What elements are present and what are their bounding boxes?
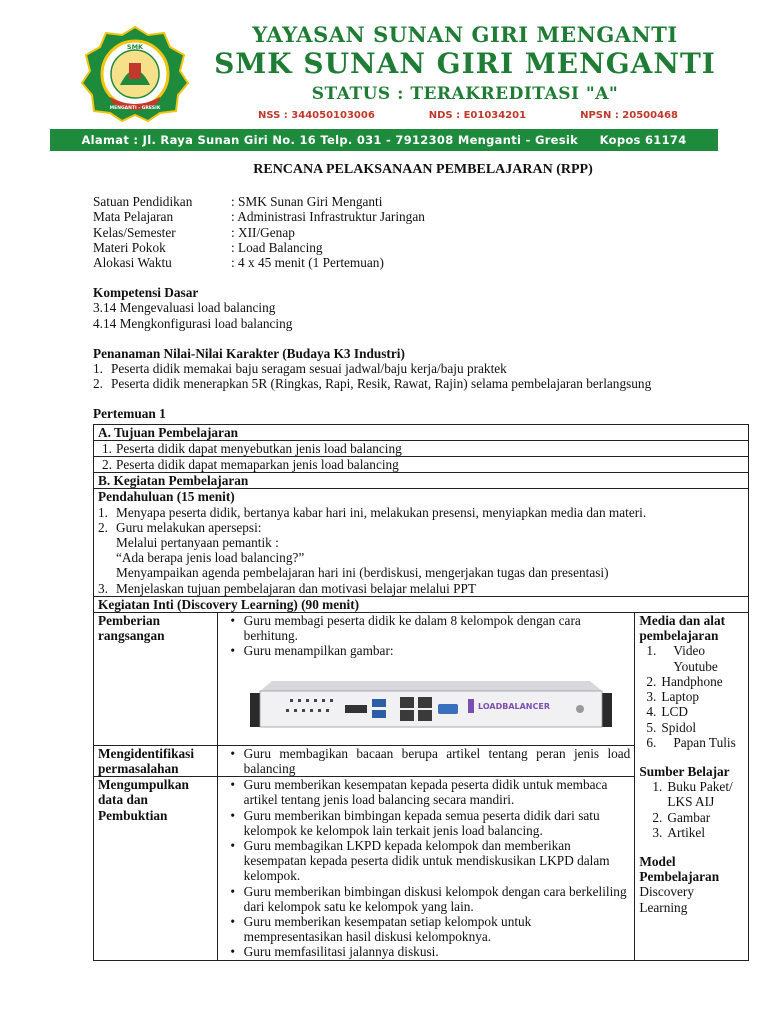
svg-text:SMK: SMK [126, 43, 144, 51]
school-name: SMK SUNAN GIRI MENGANTI [214, 47, 716, 80]
letterhead-text [200, 22, 730, 106]
list-item: 6. Papan Tulis [646, 734, 736, 750]
karakter-title: Penanaman Nilai-Nilai Karakter (Budaya K3 Industri) [93, 345, 405, 361]
model-value: Discovery Learning [639, 884, 694, 915]
rpp-table [93, 424, 749, 961]
letterhead [0, 0, 768, 160]
step-name: Pemberian rangsangan [94, 613, 218, 746]
sumber-list [639, 779, 744, 840]
media-title: Media dan alat pembelajaran [639, 613, 726, 644]
npsn: NPSN : 20500468 [580, 110, 678, 121]
inti-title: Kegiatan Inti (Discovery Learning) (90 menit) [94, 596, 749, 612]
identity-block [93, 194, 753, 270]
step-name: Mengidentifikasi permasalahan [94, 745, 218, 776]
list-item: 2. Gambar [652, 809, 711, 825]
accreditation-status: STATUS : TERAKREDITASI "A" [311, 84, 619, 104]
nds: NDS : E01034201 [428, 110, 527, 121]
step-name: Mengumpulkan data dan Pembuktian [94, 777, 218, 960]
list-item: • Guru memberikan bimbingan diskusi kelompok dengan cara berkeliling dari kelompok satu ke kelompok yang lain. [230, 883, 627, 914]
tujuan-item: 1. Peserta didik dapat menyebutkan jenis load balancing [94, 440, 749, 456]
list-item: • Guru memberikan bimbingan kepada semua peserta didik dari satu kelompok ke kelompok lain terkait jenis load balancing. [230, 807, 600, 838]
model-title: Model Pembelajaran [639, 853, 720, 885]
list-item: 1. Buku Paket/ LKS AIJ [652, 779, 733, 810]
list-item: 3. Artikel [652, 824, 706, 840]
identity-row: Satuan Pendidikan : SMK Sunan Giri Menganti [93, 194, 383, 210]
identity-row: Alokasi Waktu : 4 x 45 menit (1 Pertemuan) [93, 255, 384, 271]
pendahuluan-title: Pendahuluan (15 menit) [98, 489, 235, 505]
sumber-title: Sumber Belajar [639, 763, 730, 779]
list-item: • Guru memberikan kesempatan setiap kelompok untuk mempresentasikan hasil diskusi kelompoknya. [230, 913, 532, 945]
svg-text:LOADBALANCER: LOADBALANCER [477, 701, 550, 711]
list-item: 2. Handphone [646, 673, 723, 689]
list-item: 1. Peserta didik memakai baju seragam sesuai jadwal/baju kerja/baju praktek [93, 361, 507, 377]
school-logo [80, 25, 190, 123]
list-item: 1. Video Youtube [646, 643, 718, 674]
list-item: 2. Peserta didik menerapkan 5R (Ringkas, Rapi, Resik, Rawat, Rajin) selama pembelajaran berlangsung [93, 376, 652, 392]
list-item: • Guru menampilkan gambar: [230, 643, 394, 659]
list-item: 2. Guru melakukan apersepsi: [98, 519, 262, 535]
list-item: “Ada berapa jenis load balancing?” [116, 550, 305, 566]
kompetensi-item: 3.14 Mengevaluasi load balancing [93, 300, 276, 316]
list-item: Menyampaikan agenda pembelajaran hari ini (berdiskusi, mengerjakan tugas dan presentasi) [116, 565, 609, 581]
pertemuan-title: Pertemuan 1 [93, 406, 166, 422]
list-item: 3. Menjelaskan tujuan pembelajaran dan motivasi belajar melalui PPT [98, 580, 477, 596]
svg-text:MENGANTI - GRESIK: MENGANTI - GRESIK [109, 106, 161, 111]
list-item: 4. LCD [646, 704, 688, 720]
kompetensi-title: Kompetensi Dasar [93, 285, 199, 301]
kegiatan-title: B. Kegiatan Pembelajaran [94, 473, 749, 489]
list-item: 1. Menyapa peserta didik, bertanya kabar hari ini, melakukan presensi, menyiapkan media dan materi. [98, 504, 647, 520]
list-item: • Guru memberikan kesempatan kepada peserta didik untuk membaca artikel tentang jenis load balancing secara mandiri. [230, 777, 608, 808]
pendahuluan-list [98, 505, 744, 596]
side-panel [635, 613, 749, 960]
pendahuluan-cell [94, 489, 749, 596]
school-ids [258, 110, 678, 121]
identity-row: Materi Pokok : Load Balancing [93, 239, 323, 255]
kompetensi-item: 4.14 Mengkonfigurasi load balancing [93, 315, 293, 331]
list-item: • Guru membagikan bacaan berupa artikel tentang peran jenis load balancing [230, 745, 631, 776]
step-activities [217, 613, 635, 746]
list-item: • Guru memfasilitasi jalannya diskusi. [230, 944, 439, 960]
tujuan-item: 2. Peserta didik dapat memaparkan jenis load balancing [94, 457, 749, 473]
step-activities [217, 777, 635, 960]
document-title: RENCANA PELAKSANAAN PEMBELAJARAN (RPP) [253, 162, 593, 177]
nss: NSS : 344050103006 [258, 110, 375, 121]
list-item: 5. Spidol [646, 719, 697, 735]
karakter-list [93, 361, 753, 391]
address-bar: Alamat : Jl. Raya Sunan Giri No. 16 Telp. 031 - 7912308 Menganti - Gresik Kopos 61174 [50, 129, 718, 151]
list-item: 3. Laptop [646, 689, 700, 705]
document-body [93, 160, 753, 961]
list-item: • Guru membagi peserta didik ke dalam 8 kelompok dengan cara berhitung. [230, 613, 581, 644]
identity-row: Mata Pelajaran : Administrasi Infrastruktur Jaringan [93, 209, 425, 225]
load-balancer-image [250, 673, 612, 735]
identity-row: Kelas/Semester : XII/Genap [93, 224, 295, 240]
list-item: Melalui pertanyaan pemantik : [116, 535, 279, 551]
step-activities [217, 745, 635, 776]
media-list [639, 643, 744, 749]
foundation-name: YAYASAN SUNAN GIRI MENGANTI [252, 22, 678, 47]
list-item: • Guru membagikan LKPD kepada kelompok dan memberikan kesempatan kepada peserta didik untuk mendiskusikan LKPD dalam kelompok. [230, 837, 610, 884]
tujuan-title: A. Tujuan Pembelajaran [94, 424, 749, 440]
